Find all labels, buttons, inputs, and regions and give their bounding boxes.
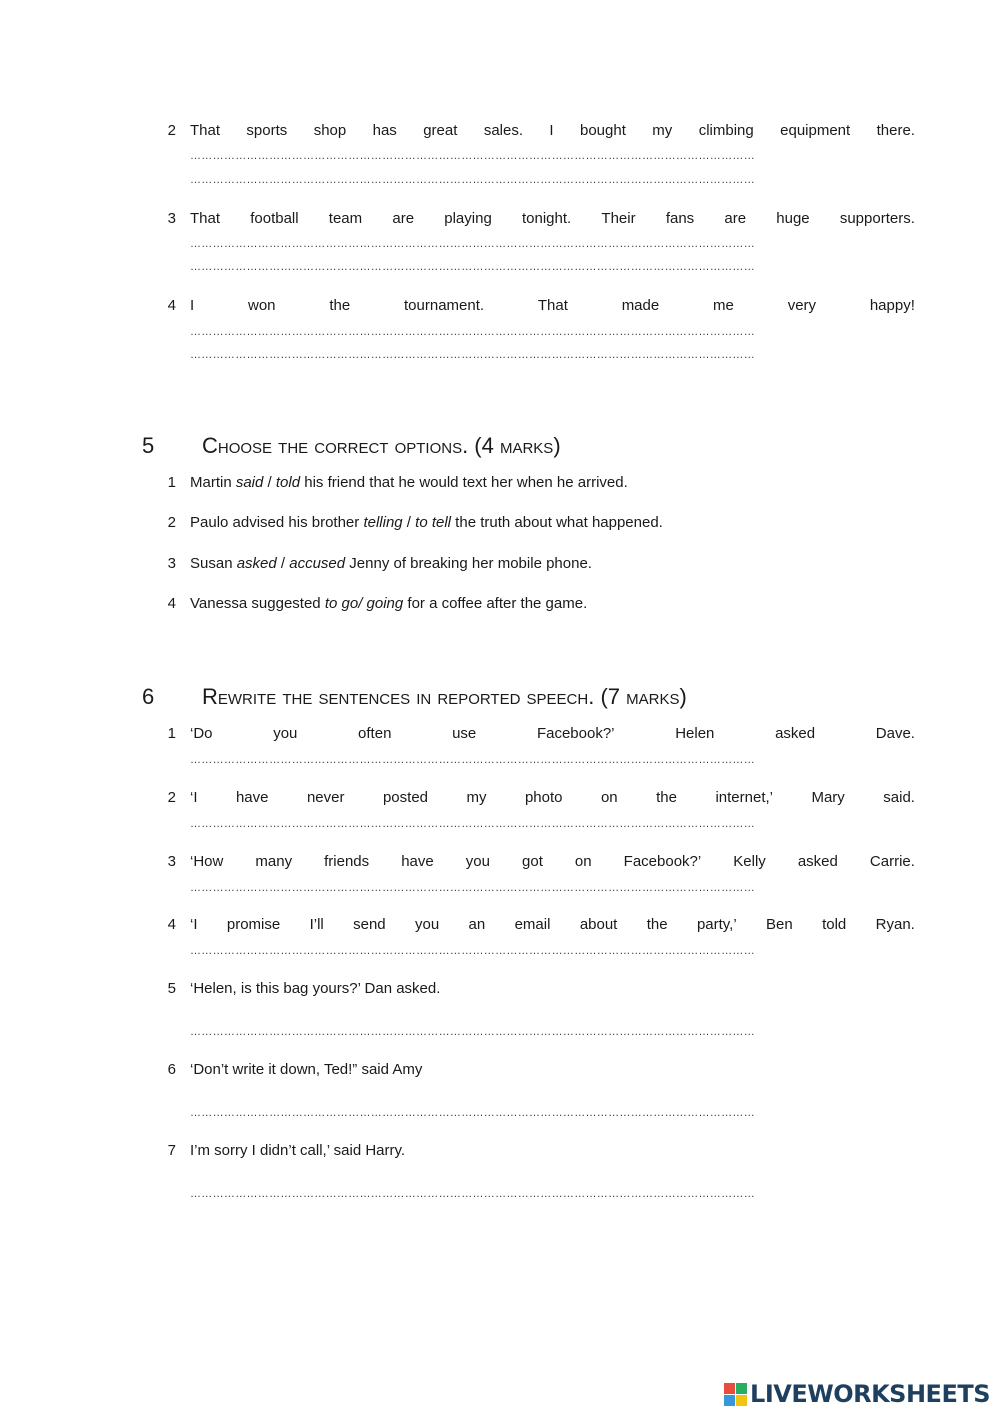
item-sentence: Susan asked / accused Jenny of breaking her mobile phone. [190, 555, 592, 572]
word: happy! [869, 297, 915, 314]
word: equipment [780, 122, 851, 139]
word: Ben [766, 916, 793, 933]
item-number: 2 [167, 789, 176, 806]
reported-item-1 [160, 723, 915, 771]
word: promise [226, 916, 281, 933]
word: Facebook?’ [623, 853, 702, 870]
word: sports [246, 122, 288, 139]
item-number: 3 [167, 853, 176, 870]
word: have [235, 789, 269, 806]
answer-line[interactable]: …………………………………………………………………………………………………………………………………… [190, 1026, 755, 1038]
choice-item-1 [160, 472, 915, 496]
word: ‘How [190, 853, 224, 870]
word: many [255, 853, 293, 870]
answer-line[interactable]: …………………………………………………………………………………………………………………………………… [190, 818, 755, 830]
answer-line[interactable]: …………………………………………………………………………………………………………………………………… [190, 945, 755, 957]
word: told [822, 916, 847, 933]
reported-item-6 [160, 1059, 915, 1119]
word: Helen [675, 725, 715, 742]
logo-square-icon [724, 1395, 735, 1406]
choice-item-2 [160, 512, 915, 536]
word: often [358, 725, 392, 742]
item-number: 7 [167, 1142, 176, 1159]
word: tournament. [404, 297, 485, 314]
word: won [247, 297, 276, 314]
reported-item-3 [160, 851, 915, 899]
item-sentence [190, 914, 915, 936]
logo-square-icon [736, 1383, 747, 1394]
reported-item-4 [160, 914, 915, 962]
rewrite-item-4 [160, 295, 915, 365]
word: climbing [698, 122, 754, 139]
word: That [190, 122, 221, 139]
word: internet,’ [715, 789, 773, 806]
word: bought [580, 122, 626, 139]
item-number: 1 [167, 725, 176, 742]
word: about [579, 916, 618, 933]
item-number: 5 [167, 980, 176, 997]
item-number: 4 [167, 595, 176, 612]
word: my [466, 789, 487, 806]
word: Carrie. [869, 853, 915, 870]
word: Their [601, 210, 636, 227]
item-sentence [190, 120, 915, 142]
logo-square-icon [736, 1395, 747, 1406]
choice-item-4 [160, 593, 915, 617]
logo-mark-icon [724, 1383, 747, 1406]
word: Dave. [875, 725, 915, 742]
item-sentence: Martin said / told his friend that he would text her when he arrived. [190, 474, 628, 491]
word: sales. [483, 122, 524, 139]
item-number: 3 [167, 210, 176, 227]
item-sentence [190, 295, 915, 317]
word: friends [324, 853, 370, 870]
word: the [646, 916, 668, 933]
option-a[interactable]: telling [363, 514, 403, 531]
word: asked [775, 725, 816, 742]
option-b[interactable]: told [275, 474, 301, 491]
word: party,’ [696, 916, 737, 933]
word: ‘Do [190, 725, 213, 742]
word: team [328, 210, 363, 227]
word: football [250, 210, 299, 227]
choice-item-3 [160, 553, 915, 577]
answer-line[interactable]: …………………………………………………………………………………………………………………………………… [190, 261, 755, 273]
reported-item-2 [160, 787, 915, 835]
word: an [468, 916, 486, 933]
word: on [600, 789, 618, 806]
word: fans [665, 210, 695, 227]
liveworksheets-logo[interactable] [724, 1378, 990, 1410]
option-a[interactable]: said [235, 474, 264, 491]
answer-line[interactable]: …………………………………………………………………………………………………………………………………… [190, 326, 755, 338]
word: huge [776, 210, 810, 227]
item-number: 3 [167, 555, 176, 572]
word: has [372, 122, 397, 139]
word: supporters. [839, 210, 915, 227]
word: playing [444, 210, 492, 227]
word: posted [382, 789, 429, 806]
word: photo [524, 789, 563, 806]
item-number: 2 [167, 122, 176, 139]
item-number: 4 [167, 297, 176, 314]
word: send [353, 916, 386, 933]
word: tonight. [522, 210, 572, 227]
option-b[interactable]: to tell [415, 514, 452, 531]
item-number: 1 [167, 474, 176, 491]
word: ‘I [190, 916, 198, 933]
word: my [652, 122, 673, 139]
word: are [392, 210, 415, 227]
item-number: 2 [167, 514, 176, 531]
answer-line[interactable]: …………………………………………………………………………………………………………………………………… [190, 174, 755, 186]
item-sentence [190, 208, 915, 230]
word: got [522, 853, 543, 870]
answer-line[interactable]: …………………………………………………………………………………………………………………………………… [190, 238, 755, 250]
answer-line[interactable]: …………………………………………………………………………………………………………………………………… [190, 1107, 755, 1119]
item-sentence [190, 723, 915, 745]
word: asked [797, 853, 838, 870]
word: I [549, 122, 554, 139]
reported-item-5 [160, 978, 915, 1038]
word: Facebook?’ [536, 725, 615, 742]
word: have [401, 853, 434, 870]
answer-line[interactable]: …………………………………………………………………………………………………………………………………… [190, 349, 755, 361]
word: That [190, 210, 221, 227]
reported-item-7 [160, 1140, 915, 1200]
word: That [537, 297, 568, 314]
item-sentence: ‘Don’t write it down, Ted!” said Amy [190, 1061, 423, 1078]
word: great [423, 122, 458, 139]
word: Ryan. [875, 916, 915, 933]
word: you [415, 916, 440, 933]
option-a[interactable]: asked [236, 555, 277, 572]
rewrite-item-2 [160, 120, 915, 190]
word: shop [313, 122, 347, 139]
option-a[interactable]: to go/ [324, 595, 363, 612]
item-number: 4 [167, 916, 176, 933]
word: are [724, 210, 747, 227]
rewrite-item-3 [160, 208, 915, 278]
word: Mary [811, 789, 845, 806]
option-b[interactable]: accused [289, 555, 346, 572]
item-sentence [190, 851, 915, 873]
word: made [621, 297, 660, 314]
word: there. [876, 122, 915, 139]
word: email [514, 916, 551, 933]
word: Kelly [733, 853, 766, 870]
word: never [306, 789, 345, 806]
word: very [787, 297, 817, 314]
word: me [713, 297, 734, 314]
section-number: 6 [142, 684, 155, 709]
item-sentence: Paulo advised his brother telling / to tell the truth about what happened. [190, 514, 663, 531]
word: ‘I [190, 789, 198, 806]
answer-line[interactable]: …………………………………………………………………………………………………………………………………… [190, 754, 755, 766]
item-sentence: I’m sorry I didn’t call,’ said Harry. [190, 1142, 406, 1159]
logo-text: LIVEWORKSHEETS [750, 1380, 990, 1408]
answer-line[interactable]: …………………………………………………………………………………………………………………………………… [190, 882, 755, 894]
answer-line[interactable]: …………………………………………………………………………………………………………………………………… [190, 1188, 755, 1200]
word: the [656, 789, 677, 806]
option-b[interactable]: going [366, 595, 404, 612]
word: said. [883, 789, 915, 806]
word: you [273, 725, 298, 742]
word: the [329, 297, 351, 314]
section-number: 5 [142, 433, 155, 458]
section-title: Rewrite the sentences in reported speech. (7 marks) [202, 684, 687, 709]
item-sentence: ‘Helen, is this bag yours?’ Dan asked. [190, 980, 441, 997]
item-sentence [190, 787, 915, 809]
section-title: Choose the correct options. (4 marks) [202, 433, 561, 458]
logo-square-icon [724, 1383, 735, 1394]
word: use [452, 725, 477, 742]
item-number: 6 [167, 1061, 176, 1078]
word: I’ll [309, 916, 324, 933]
item-sentence: Vanessa suggested to go/ going for a coffee after the game. [190, 595, 588, 612]
word: you [465, 853, 490, 870]
word: on [574, 853, 592, 870]
word: I [190, 297, 195, 314]
answer-line[interactable]: …………………………………………………………………………………………………………………………………… [190, 150, 755, 162]
